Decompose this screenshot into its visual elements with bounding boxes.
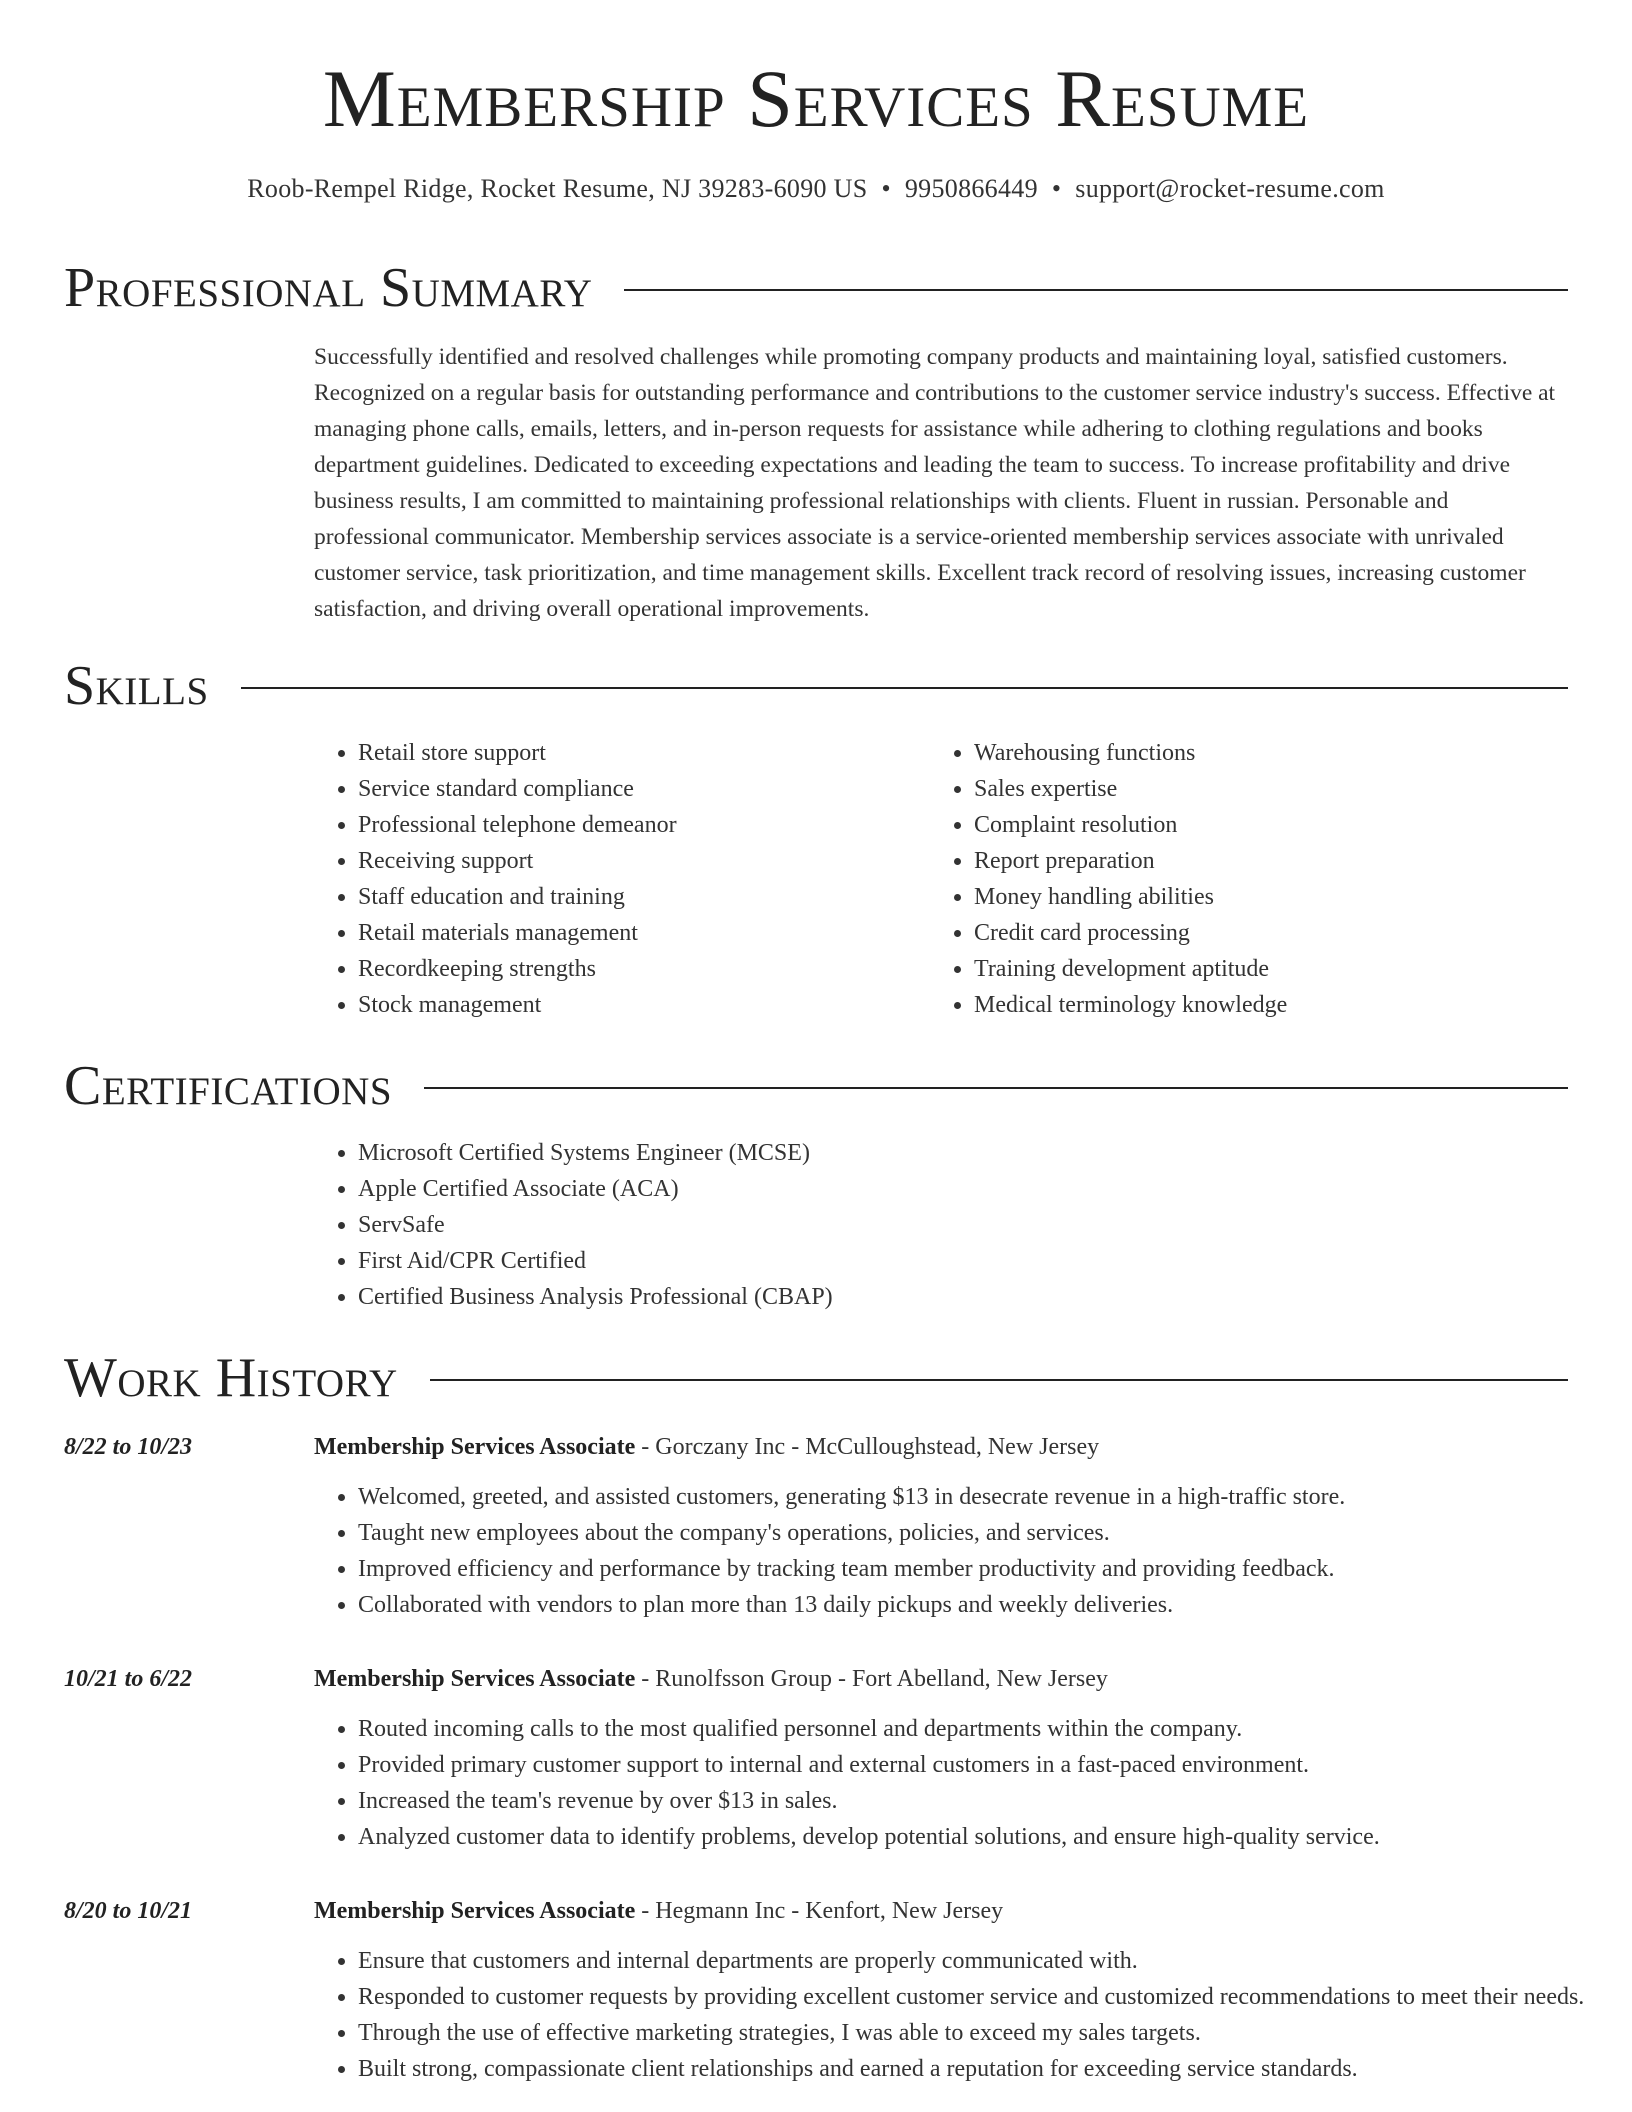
contact-address: Roob-Rempel Ridge, Rocket Resume, NJ 39283-6090 US (247, 174, 868, 203)
skills-section-header (64, 655, 1568, 717)
skill-item: • Money handling abilities (974, 879, 1530, 915)
certifications-heading: Certifications (64, 1055, 393, 1117)
section-divider (424, 1087, 1568, 1089)
skill-item: • Medical terminology knowledge (974, 987, 1530, 1023)
contact-email: support@rocket-resume.com (1075, 174, 1385, 203)
resume-title: Membership Services Resume (322, 53, 1310, 144)
job-header (314, 1661, 1108, 1697)
job-bullets (314, 1711, 1612, 1855)
work-history-section-header (64, 1347, 1568, 1409)
job-dates: 8/20 to 10/21 (64, 1898, 193, 1924)
job-company-location: - Runolfsson Group - Fort Abelland, New Jersey (635, 1666, 1108, 1692)
certification-item: • ServSafe (358, 1207, 1568, 1243)
section-divider (241, 687, 1568, 689)
job-bullet: • Routed incoming calls to the most qualified personnel and departments within the company. (358, 1711, 1612, 1747)
certifications-section-header (64, 1055, 1568, 1117)
certification-item: • Apple Certified Associate (ACA) (358, 1171, 1568, 1207)
skill-item: • Receiving support (358, 843, 914, 879)
job-title: Membership Services Associate (314, 1898, 636, 1924)
job-header (314, 1429, 1099, 1465)
job-bullet: • Taught new employees about the company's operations, policies, and services. (358, 1515, 1612, 1551)
job-bullet: • Ensure that customers and internal departments are properly communicated with. (358, 1943, 1612, 1979)
job-company-location: - Hegmann Inc - Kenfort, New Jersey (635, 1898, 1004, 1924)
summary-section-header (64, 257, 1568, 319)
contact-line (0, 174, 1632, 204)
skills-heading: Skills (64, 655, 209, 717)
section-divider (624, 289, 1568, 291)
skills-right-column (930, 735, 1530, 1023)
job-bullet: • Analyzed customer data to identify problems, develop potential solutions, and ensure high-quality service. (358, 1819, 1612, 1855)
skill-item: • Report preparation (974, 843, 1530, 879)
skill-item: • Retail store support (358, 735, 914, 771)
certification-item: • Microsoft Certified Systems Engineer (MCSE) (358, 1135, 1568, 1171)
job-bullet: • Increased the team's revenue by over $13 in sales. (358, 1783, 1612, 1819)
job-bullet: • Built strong, compassionate client relationships and earned a reputation for exceeding service standards. (358, 2051, 1612, 2087)
skill-item: • Training development aptitude (974, 951, 1530, 987)
skill-item: • Credit card processing (974, 915, 1530, 951)
job-company-location: - Gorczany Inc - McCulloughstead, New Jersey (635, 1434, 1100, 1460)
contact-phone: 9950866449 (904, 174, 1038, 203)
job-bullet: • Responded to customer requests by providing excellent customer service and customized recommendations to meet their needs. (358, 1979, 1612, 2015)
job-bullet: • Improved efficiency and performance by tracking team member productivity and providing feedback. (358, 1551, 1612, 1587)
certification-item: • Certified Business Analysis Professional (CBAP) (358, 1279, 1568, 1315)
job-bullet: • Collaborated with vendors to plan more than 13 daily pickups and weekly deliveries. (358, 1587, 1612, 1623)
section-divider (430, 1379, 1568, 1381)
skill-item: • Sales expertise (974, 771, 1530, 807)
work-history-heading: Work History (64, 1347, 398, 1409)
job-title: Membership Services Associate (314, 1434, 636, 1460)
job-dates: 8/22 to 10/23 (64, 1434, 193, 1460)
contact-separator: • (1051, 174, 1062, 203)
skill-item: • Recordkeeping strengths (358, 951, 914, 987)
job-title: Membership Services Associate (314, 1666, 636, 1692)
job-bullet: • Through the use of effective marketing strategies, I was able to exceed my sales targets. (358, 2015, 1612, 2051)
job-bullets (314, 1479, 1612, 1623)
skill-item: • Complaint resolution (974, 807, 1530, 843)
skill-item: • Professional telephone demeanor (358, 807, 914, 843)
summary-heading: Professional Summary (64, 257, 593, 319)
job-bullets (314, 1943, 1612, 2087)
job-bullet: • Provided primary customer support to internal and external customers in a fast-paced environment. (358, 1747, 1612, 1783)
job-bullet: • Welcomed, greeted, and assisted customers, generating $13 in desecrate revenue in a high-traffic store. (358, 1479, 1612, 1515)
skill-item: • Staff education and training (358, 879, 914, 915)
skills-left-column (314, 735, 914, 1023)
skill-item: • Retail materials management (358, 915, 914, 951)
job-dates: 10/21 to 6/22 (64, 1666, 193, 1692)
skill-item: • Warehousing functions (974, 735, 1530, 771)
certifications-list (314, 1135, 1568, 1315)
certification-item: • First Aid/CPR Certified (358, 1243, 1568, 1279)
job-header (314, 1893, 1003, 1929)
contact-separator: • (881, 174, 891, 203)
skill-item: • Service standard compliance (358, 771, 914, 807)
summary-text: Successfully identified and resolved challenges while promoting company products and maintaining loyal, satisfied customers. Recognized on a regular basis for outstanding performance and contributions to the customer service industry's success. Effective at managing phone calls, emails, letters, and in-person requests for assistance while adhering to clothing regulations and books department guidelines. Dedicated to exceeding expectations and leading the team to success. To increase profitability and drive business results, I am committed to maintaining professional relationships with clients. Fluent in russian. Personable and professional communicator. Membership services associate is a service-oriented membership services associate with unrivaled customer service, task prioritization, and time management skills. Excellent track record of resolving issues, increasing customer satisfaction, and driving overall operational improvements. (314, 344, 1556, 622)
skill-item: • Stock management (358, 987, 914, 1023)
